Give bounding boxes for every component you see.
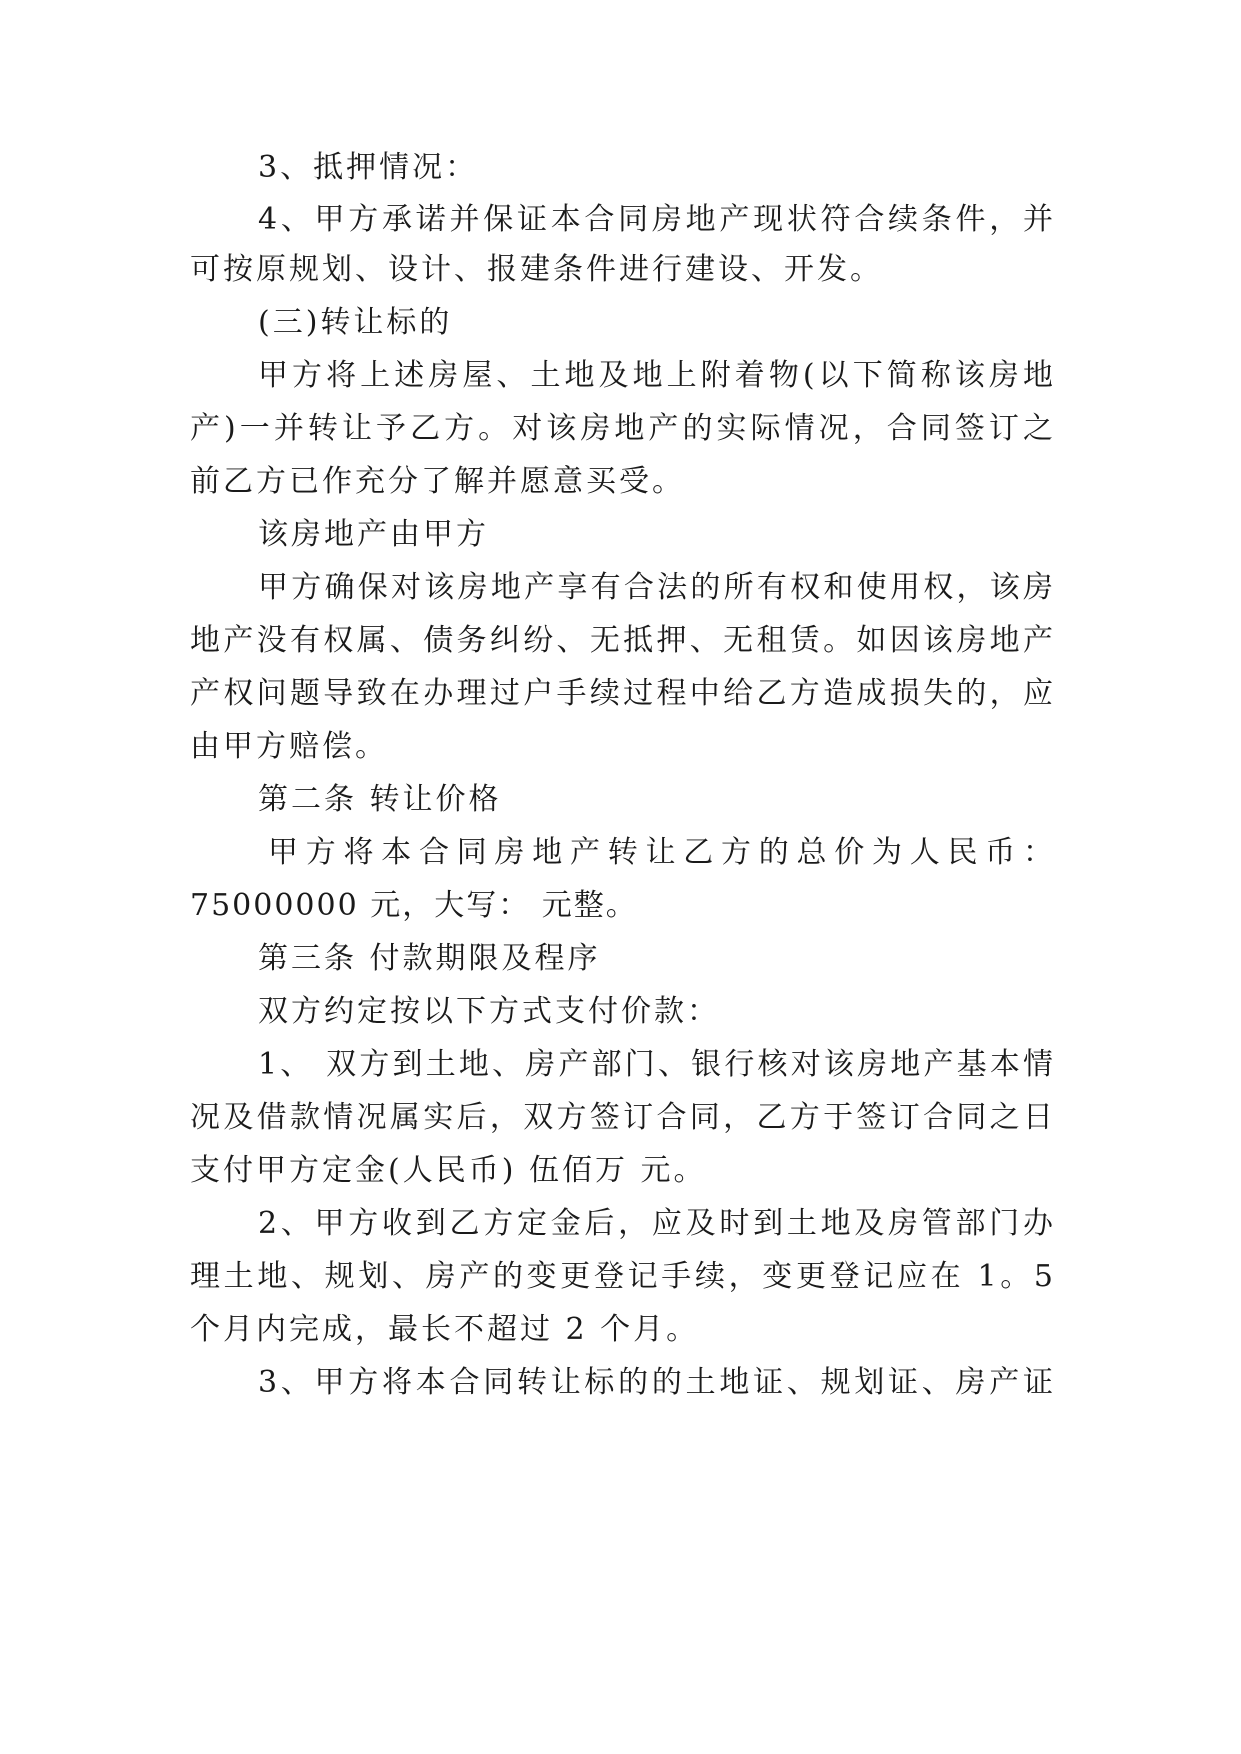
paragraph-line: 该房地产由甲方 bbox=[258, 517, 489, 552]
paragraph-line: 4、甲方承诺并保证本合同房地产现状符合续条件，并 bbox=[258, 202, 1055, 237]
paragraph-line: 个月内完成，最长不超过 2 个月。 bbox=[190, 1312, 700, 1347]
paragraph-line: 地产没有权属、债务纠纷、无抵押、无租赁。如因该房地产 bbox=[190, 623, 1055, 658]
article-heading: 第二条 转让价格 bbox=[258, 782, 502, 817]
paragraph-line: 由甲方赔偿。 bbox=[190, 729, 388, 764]
section-heading: (三)转让标的 bbox=[258, 305, 453, 340]
paragraph-line: 3、抵押情况： bbox=[258, 150, 479, 185]
paragraph-line: 75000000 元，大写： 元整。 bbox=[190, 888, 638, 923]
paragraph-line: 产)一并转让予乙方。对该房地产的实际情况，合同签订之 bbox=[190, 411, 1055, 446]
paragraph-line: 况及借款情况属实后，双方签订合同，乙方于签订合同之日 bbox=[190, 1100, 1055, 1135]
paragraph-line: 双方约定按以下方式支付价款： bbox=[258, 994, 720, 1029]
paragraph-line: 甲方确保对该房地产享有合法的所有权和使用权，该房 bbox=[258, 570, 1055, 605]
paragraph-line: 理土地、规划、房产的变更登记手续，变更登记应在 1。5 bbox=[190, 1259, 1055, 1294]
paragraph-line: 支付甲方定金(人民币) 伍佰万 元。 bbox=[190, 1153, 707, 1188]
paragraph-line: 1、 双方到土地、房产部门、银行核对该房地产基本情 bbox=[258, 1047, 1055, 1082]
paragraph-line: 可按原规划、设计、报建条件进行建设、开发。 bbox=[190, 252, 883, 287]
paragraph-line: 2、甲方收到乙方定金后，应及时到土地及房管部门办 bbox=[258, 1206, 1055, 1241]
article-heading: 第三条 付款期限及程序 bbox=[258, 941, 601, 976]
paragraph-line: 前乙方已作充分了解并愿意买受。 bbox=[190, 464, 685, 499]
paragraph-line: 3、甲方将本合同转让标的的土地证、规划证、房产证 bbox=[258, 1365, 1055, 1400]
paragraph-line: 甲方将上述房屋、土地及地上附着物(以下简称该房地 bbox=[258, 358, 1055, 393]
paragraph-line: 产权问题导致在办理过户手续过程中给乙方造成损失的，应 bbox=[190, 676, 1055, 711]
paragraph-line: 甲方将本合同房地产转让乙方的总价为人民币： bbox=[268, 835, 1055, 870]
